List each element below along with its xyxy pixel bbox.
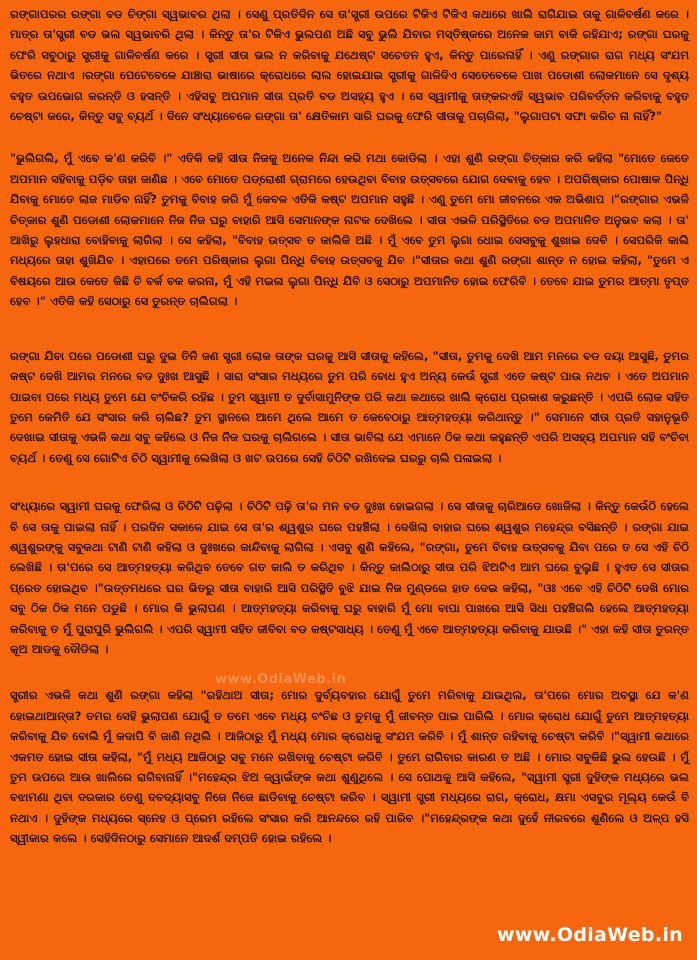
story-paragraph-4: ସଂଧ୍ୟାରେ ସ୍ୱାମୀ ଘରକୁ ଫେରିଲା ଓ ଚିଠିଟି ପଢ଼ିଲା । ଚିଠିଟି ପଢ଼ି ତା'ର ମନ ବଡ ଦୁଃଖ ହୋଇଗଲା । ସେ ସୀତାକୁ ଚାରିଆଡେ ଖୋଜିଲା । କିନ୍ତୁ କେଉଁଠି ହେଲେ ବି ସେ ତାକୁ ପାଇଲା ନାହିଁ । ପରଦିନ ସକାଳେ ଯାଇ ସେ ତା'ର ଶ୍ୱଶୁର ଘରେ ପହଞ୍ଚିଲା । ଦେଖିଲା ବାହାର ଘରେ ଶ୍ୱଶୁର ମହେନ୍ଦ୍ର ବସିଛନ୍ତି । ରଙ୍ଗା ଯାଇ ଶ୍ୱଶୁରଙ୍କୁ ସବୁକଥା ଟାଣି ଟାଣି କହିଲା ଓ ଦୁଃଖରେ କାନ୍ଦିବାକୁ ଲାଗିଲା । ଏସବୁ ଶୁଣି କହିଲେ, "ରଙ୍ଗା, ତୁମେ ବିବାହ ଉତ୍ସବକୁ ଯିବା ପରେ ତ ସେ ଏହି ଚିଠି ଲେଖିଛି । ତା'ପରେ ସେ ଆତ୍ମହତ୍ୟା କରିଥିବ ତେବେ ଗତ କାଲି ତ କରିଥିବ । କିନ୍ତୁ କାଲିଠାରୁ ସୀତା ପରି ଝିଅଟିଏ ଆମ ଘରେ ବୁଲୁଛି । ହୁଏତ ସେ ସୀତାର ପ୍ରେତ ହୋଇଥିବ ।"ଉତ୍ତମଧରେ ଘର ଭିତରୁ ସୀତା ବାହାରି ଆସି ପରିସ୍ଥିତି ବୁଝି ଯାଇ ନିଜ ମୁଣ୍ଡରେ ହାତ ଦେଇ କହିଲା, "ଓଃ ଏବେ ଏହି ଚିଠିଟି ଦେଖି ମୋର ସବୁ ଠିକ ଠିକ ମନେ ପଡୁଛି । ମୋର କି ଭୁଲାପଣ । ଆତ୍ମହତ୍ୟା କରିବାକୁ ଘରୁ ବାହାରି ମୁଁ ମୋ ବାପା ପାଖରେ ଆସି ସିଧା ପହଞ୍ଚିଗଲି ହେଲେ ଆତ୍ମହତ୍ୟା କରିବାକୁ ତ ମୁଁ ପୁରାପୁରି ଭୁଲିଗଲି । ଏପରି ସ୍ୱାମୀ ସହିତ ଜୀବିବା ବଡ କଷ୍ଟସାଧ୍ୟ । ତେଣୁ ମୁଁ ଏବେ ଆତ୍ମହତ୍ୟା କରିବାକୁ ଯାଉଛି ।" ଏହା କହି ସୀତା ତୁରନ୍ତ କୂଅ ଆଡକୁ ଦୌଡିଲା । xyxy=(10,499,689,656)
paragraph-gap xyxy=(10,468,689,496)
story-paragraph-3: ରଙ୍ଗା ଯିବା ପରେ ପଡୋଶୀ ଘରୁ ଦୁଇ ତିନି ଜଣ ସ୍ତ୍ରୀ ଲୋକ ତାଙ୍କ ଘରକୁ ଆସି ସୀତାକୁ କହିଲେ, "ସୀତା, ତୁମକୁ ଦେଖି ଆମ ମନରେ ବଡ ଦୟା ଆସୁଛି, ତୁମର କଷ୍ଟ ଦେଖି ଆମର ମନରେ ବଡ ଦୁଃଖ ଆସୁଛି । ସାରା ସଂସାର ମଧ୍ୟରେ ତୁମ ପରି ବୋଧ ହୁଏ ଅନ୍ୟ କେଉଁ ସ୍ତ୍ରୀ ଏତେ କଷ୍ଟ ପାଉ ନଥବ । ଏତେ ଅପମାନ ପାଇବା ପରେ ମଧ୍ୟ ତୁମେ ଯେ ବଂଚିକରି ରହିଛ । ତୁମ ସ୍ୱାମୀ ତ ଦୁର୍ବାସାମୁନିଙ୍କ ପରି କଥା କଥାରେ ଖାଲି କ୍ରୋଧ ପ୍ରକାଶ କରୁଛନ୍ତି । ଏପରି ଲୋକ ସହିତ ତୁମେ କେମିତି ଯେ ସଂସାର କରି ଚାଲିଛ? ତୁମ ସ୍ଥାନରେ ଆମେ ଥିଲେ ଆମେ ତ କେବେଠାରୁ ଆତ୍ମହତ୍ୟା କରିଥାନ୍ତୁ ।" ସେମାନେ ସୀତା ପ୍ରତି ସହାନୁଭୂତି ଦେଖାଇ ସୀତାକୁ ଏଭଳି କଥା ସବୁ କହିଲେ ଓ ନିଜ ନିଜ ଘରକୁ ଚାଲିଗଲେ । ସୀତା ଭାବିଲା ଯେ ଏମାନେ ଠିକ କଥା କହୁଛନ୍ତି ଏପରି ଅସହ୍ୟ ଅପମାନ ସହି ବଂଚିବା ବ୍ୟର୍ଥ । ତେଣୁ ସେ ଗୋଟିଏ ଚିଠି ସ୍ୱାମୀକୁ ଲେଖିଲା ଓ ଖଟ ଉପରେ ସେହି ଚିଠିଟି ରଖିଦେଇ ଘରରୁ ଚାଲି ପଳାଇଲା । xyxy=(10,348,689,465)
story-paragraph-1: ରଙ୍ଗାପରର ରଙ୍ଗା ବଡ ଚିଙ୍ଗା ସ୍ୱଭାବର ଥିଲା । ସେଣୁ ପ୍ରତିଦିନ ସେ ତା'ସ୍ତ୍ରୀ ଉପରେ ଟିକିଏ ଟିକିଏ କଥାରେ ଖାଲି ରାଗିଯାଇ ତାକୁ ଗାଳିବର୍ଷଣ କରେ । ମାତ୍ର ତା'ସ୍ତ୍ରୀ ବଡ ଭଲ ସ୍ୱଭାବରି ଥିଲା । କିନ୍ତୁ ତା'ର ଟିକିଏ ଭୁଲପଣ ଅଛି ସବୁ ଭୁଲି ଯିବାର ମସ୍ତିଷ୍କରେ ଅନେକ କାମ ବାକି ରହିଯାଏ; ରଙ୍ଗା ଘରକୁ ଫେରି ସବୁଠାରୁ ସ୍ତ୍ରୀକୁ ଗାଳିବର୍ଷଣ କରେ । ସ୍ତ୍ରୀ ସୀତା ଭଲ ନ କରିବାକୁ ଯଥେଷ୍ଟ ସଚେତନ ହୁଏ, କିନ୍ତୁ ପାରେନାହିଁ । ଏଣୁ ରଙ୍ଗାର ରାଗ ମଧ୍ୟ ସଂଯମ ଭିତରେ ନଥାଏ ।ରଙ୍ଗା ପେଟେବେଳେ ଯାଞ୍ଚାରା ଭାଷାରେ କ୍ରୋଧରେ ଲାଲ ହୋଇଯାଇ ସ୍ତ୍ରୀକୁ ଗାଳିଦିଏ ସେତେବେଳେ ପାଖ ପଡୋଶୀ ଲୋକମାନେ ସେ ଦୃଶ୍ୟ ବହୁତ ଉପଭୋଗ କରନ୍ତି ଓ ହସନ୍ତି । ଏହିସବୁ ଅପମାନ ସୀତା ପ୍ରତି ବଡ ଅସହ୍ୟ ହୁଏ । ସେ ସ୍ୱାମୀକୁ ତାଙ୍କରଏହି ସ୍ୱଭାବ ପରିବର୍ତ୍ତନ କରିବାକୁ ବହୁତ ଚେଷ୍ଟା କରେ, କିନ୍ତୁ ସବୁ ବ୍ୟର୍ଥ । ଦିନେ ସଂଧ୍ୟାବେଳେ ରଙ୍ଗା ତା' କ୍ଷେତିକାମ ସାରି ଘରକୁ ଫେରି ସୀତାକୁ ପଚାରିଲା, "ଲୁଗାପଟା ସଫା କରିଚ ନା ନାହିଁ?" xyxy=(10,7,689,124)
site-brand-link[interactable]: www.OdiaWeb.in xyxy=(497,924,683,946)
paragraph-gap xyxy=(10,659,689,685)
watermark-text: www.OdiaWeb.in xyxy=(215,672,347,687)
paragraph-gap xyxy=(10,312,689,346)
paragraph-gap xyxy=(10,126,689,148)
story-paragraph-2: "ଭୁଲିଗଲି, ମୁଁ ଏବେ କ'ଣ କରିବି ।" ଏତିକି କହି ସୀତା ନିଜକୁ ଅନେକ ନିନ୍ଦା କରି ମଥା କୋଡିଲା । ଏହା ଶୁଣି ରଙ୍ଗା ଚିତ୍କାର କରି କହିଲା "ମୋତେ କେତେ ଅପମାନ ସହିବାକୁ ପଡ଼ିବ ତାହା ଜାଣିଛ । ଏବେ ମୋତେ ପଡ୍ରୋଶୀ ଗ୍ରାମରେ ହେଉଥିବା ବିବାହ ଉତ୍ସବରେ ଯୋଗ ଦେବାକୁ ହେବ । ଅପରିଷ୍କାର ପୋଷାକ ପିନ୍ଧି ଯିବାକୁ ମୋତେ ଲାଜ ମାଡିବ ନାହିଁ? ତୁମକୁ ବିବାହ କରି ମୁଁ କେବଳ ଏତିକି କଷ୍ଟ ଅପମାନ ସହୁଛି । ଏଣୁ ତୁମେ ମୋ ଜୀବନରେ ଏକ ଅଭିଶାପ ।"ରଙ୍ଗାର ଏଭଳି ଚିତ୍କାର ଶୁଣି ପଡୋଶୀ ଲୋକମାନେ ନିଜ ନିଜ ଘରୁ ବାହାରି ଆସି ସେମାନଙ୍କ ନାଟକ ଦେଖିଲେ । ସୀତା ଏଭଳି ପରିସ୍ଥିତିରେ ବଡ ଅପମାନିତ ଅନୁଭବ କଲା । ତା' ଆଖିରୁ ଲୁହଧାରା ବୋହିବାକୁ ଲାଗିଲା । ସେ କହିଲା, "ବିବାହ ଉତ୍ସବ ତ କାଲିକି ଅଛି । ମୁଁ ଏବେ ତୁମ ଲୁଗା ଧୋଇ ସେସବୁକୁ ଶୁଖାଇ ଦେବି । ସେପରିକି କାଲି ମଧ୍ୟରେ ତାହା ଶୁଖିଯିବ । ଏହାପରେ ତମେ ପରିଷ୍କାର ଲୁଗା ପିନ୍ଧି ବିବାହ ଉତ୍ସବକୁ ଯିବ ।"ସୀତାର କଥା ଶୁଣି ରଙ୍ଗା ଶାନ୍ତ ନ ହୋଇ କହିଲା, "ତୁମେ ଏ ବିଷୟରେ ଆଉ କେତେ କିଛି ଚି ବର୍କ ବକ କରନା, ମୁଁ ଏହି ମଇଳା ଲୁଗା ପିନ୍ଧି ଯିବି ଓ ସେଠାରୁ ଅପମାନିତ ହୋଇ ଫେରିବି । ତେବେ ଯାଇ ତୁମର ଆତ୍ମା ତୃପ୍ତ ହେବ ।" ଏତିକି କହି ସେଠାରୁ ସେ ତୁରନ୍ତ ଚାଲିଗଲା । xyxy=(10,151,689,309)
story-paragraph-5: ସ୍ତ୍ରୀର ଏଭଳି କଥା ଶୁଣି ରଙ୍ଗା କହିଲା "ରହିଥାଅ ସୀତା; ମୋର ଦୁର୍ବ୍ୟବହାର ଯୋଗୁଁ ତୁମେ ମରିବାକୁ ଯାଉଥିଲ, ତା'ପରେ ମୋର ଅବସ୍ଥା ଯେ କ'ଣ ହୋଇଥାଆନ୍ତା? ତମର ସେହି ଭୁଲାପଣ ଯୋଗୁଁ ତ ତମେ ଏବେ ମଧ୍ୟ ବଂଚିଛ ଓ ତୁମକୁ ମୁଁ ଜୀବନ୍ତ ପାଇ ପାରିଲି । ମୋର କ୍ରୋଧ ଯୋଗୁଁ ତୁମେ ଆତ୍ମହତ୍ୟା କରିବାକୁ ଯିବ ବୋଲି ମୁଁ କଦାପି ବି ଜାଣି ନଥିଲି । ଆଜିଠାରୁ ମୁଁ ମଧ୍ୟ ମୋର କ୍ରୋଧକୁ ସଂଯମ କରିବି । ମୁଁ ଶାନ୍ତ ରହିବାକୁ ଚେଷ୍ଟା କରିବି ।"ସ୍ୱାମୀ କଥାରେ ଏକମତ ହୋଇ ସୀତା କହିଲା, "ମୁଁ ମଧ୍ୟ ଆଜିଠାରୁ ସବୁ ମନେ ରଖିବାକୁ ଚେଷ୍ଟା କରିବି । ତୁମେ ରାଗିବାର କାରଣ ତ ଅଛି । ମୋର ସବୁକିଛି ଭୁଲ ହେଉଛି । ମୁଁ ତୁମ ଉପରେ ଆଉ ଖାଲିରେ ରାଗିବାନାହିଁ ।"ମହେନ୍ଦ୍ର ଝିଅ ଜ୍ୱାଇଁଙ୍କ କଥା ଶୁଣୁଥିଲେ । ସେ ପୋଥକୁ ଆସି କହିଲେ, "ସ୍ୱାମୀ ସ୍ତ୍ରୀ ଦୁହିଙ୍କ ମଧ୍ୟରେ ଭଲ ବଝାମଣା ଥିବା ଦରକାର ତେଣୁ ଦବଦ୍ୟାସବୁ ନିଜେ ନିଜେ ଛାଡିବାକୁ ଚେଷ୍ଟା କରିବ । ସ୍ୱାମୀ ସ୍ତ୍ରୀ ମଧ୍ୟରେ ରାଗ, କ୍ରୋଧ, କ୍ଷମା ଏସବୁର ମୂଲ୍ୟ କେଉଁ ବି ନଥାଏ । ଦୁହିଙ୍କ ମଧ୍ୟରେ ସ୍ନେହ ଓ ପ୍ରେମ ରହିଲେ ସଂସାର କରି ଆନନ୍ଦରେ ରହି ପାରିବ ।"ମହେନ୍ଦ୍ରଙ୍କ କଥା ଦୁହେଁ ନୀରବରେ ଶୁଣିଲେ ଓ ଅଳ୍ପ ହସି ସ୍ୱୀକାର କଲେ । ସେହିଦିନଠାରୁ ସେମାନେ ଆଦର୍ଶ ଦମ୍ପତି ହୋଇ ରହିଲେ । xyxy=(10,688,689,846)
